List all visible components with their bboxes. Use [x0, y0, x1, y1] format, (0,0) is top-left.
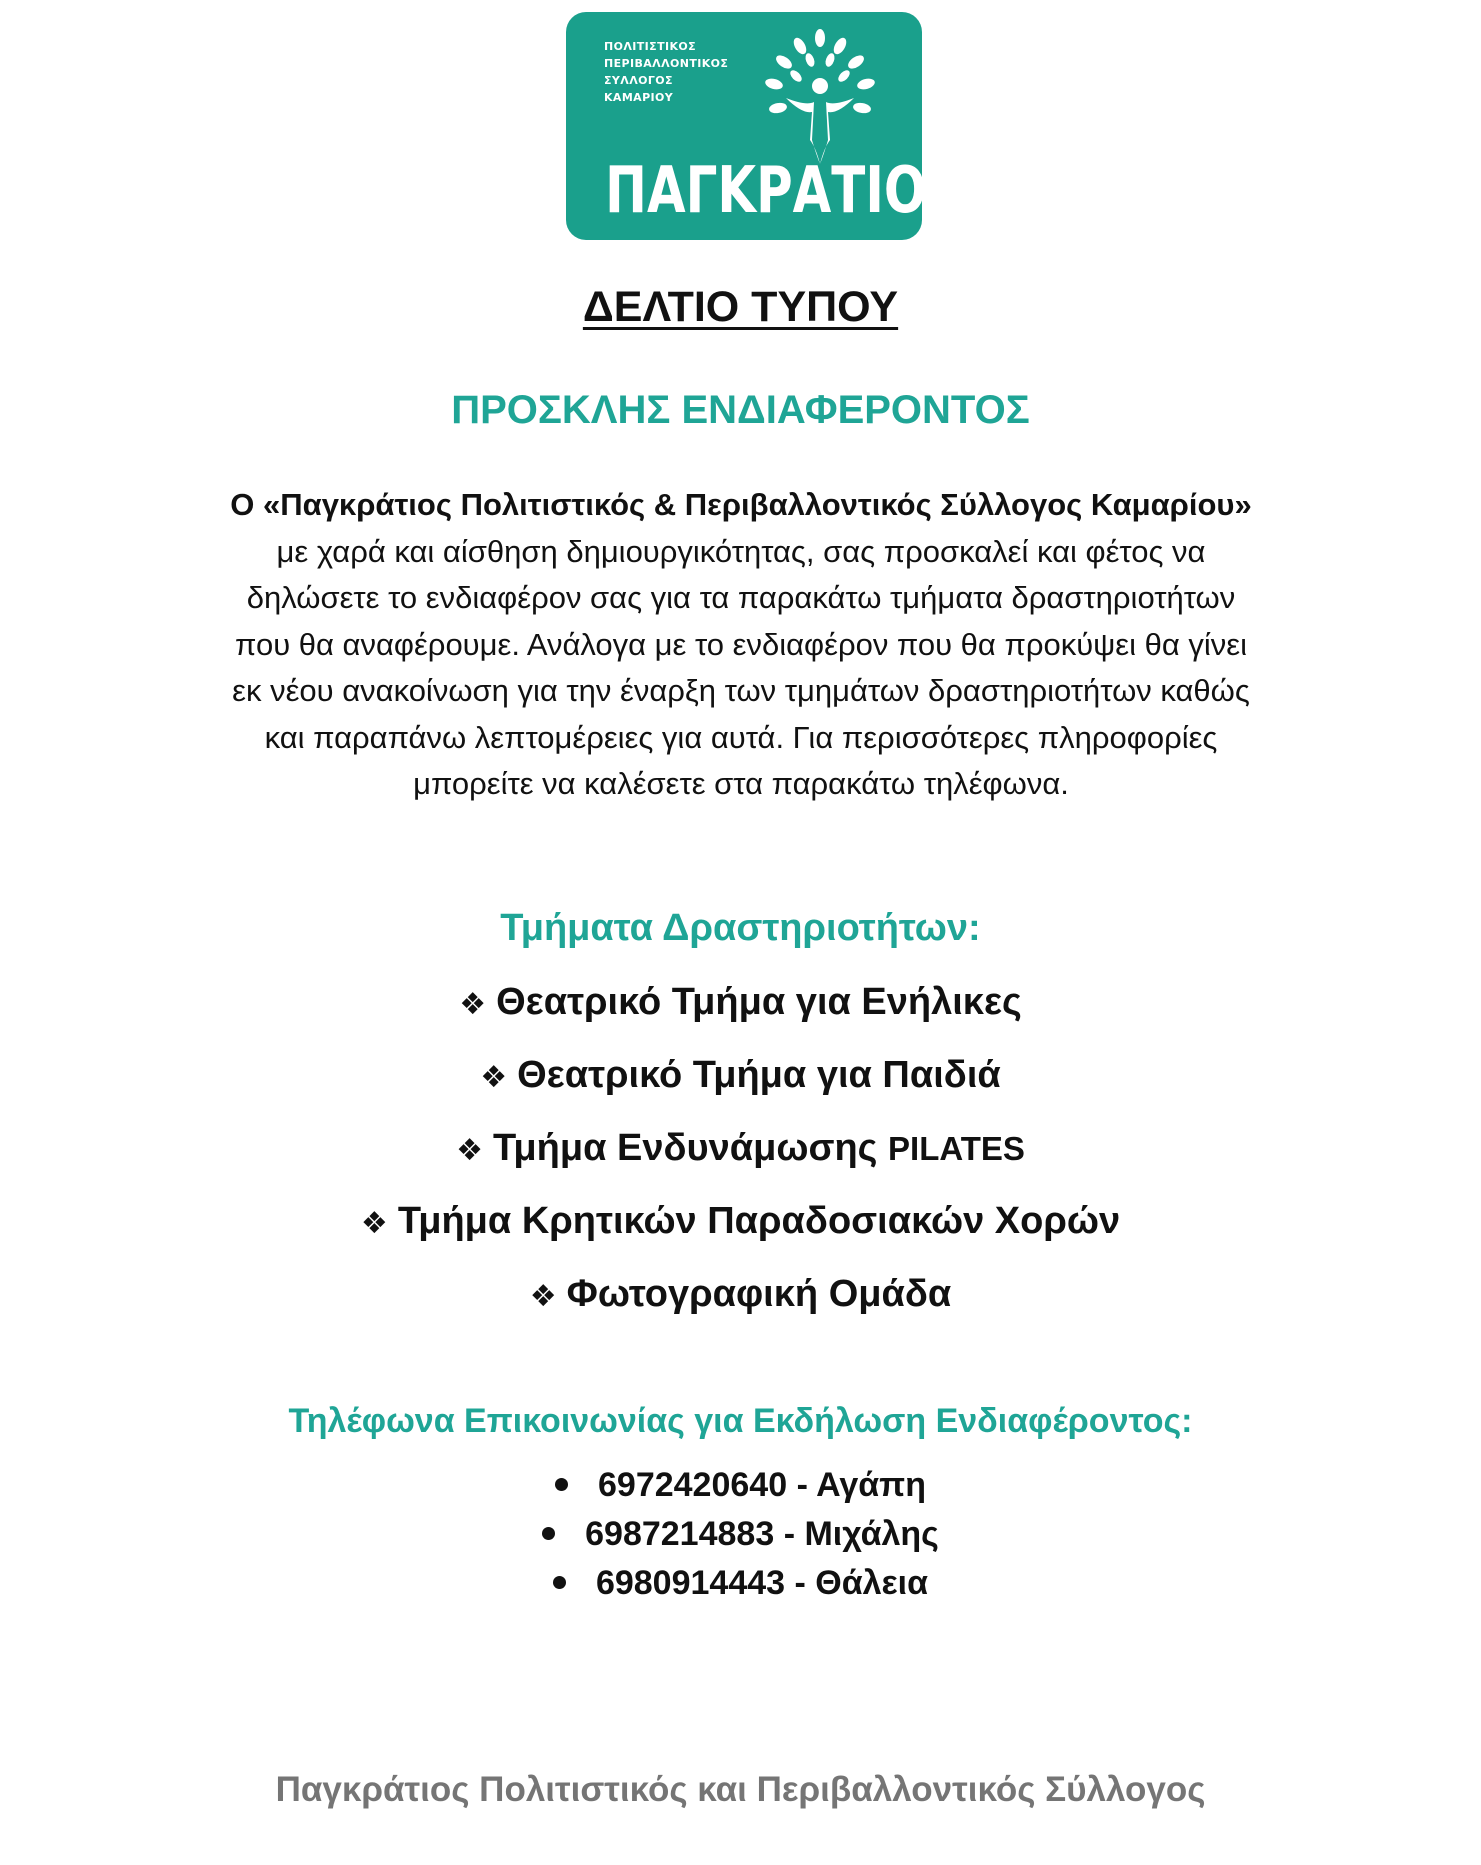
footer-organization: Παγκράτιος Πολιτιστικός και Περιβαλλοντικός Σύλλογος [275, 1770, 1206, 1809]
contact-item [0, 1462, 1481, 1511]
activity-item [0, 1264, 1481, 1337]
logo-subtitle [604, 38, 728, 106]
activity-label: Θεατρικό Τμήμα για Ενήλικες [496, 981, 1022, 1023]
activity-item [0, 1045, 1481, 1118]
activity-item [0, 972, 1481, 1045]
activity-label: Τμήμα Ενδυνάμωσης [492, 1127, 878, 1169]
activities-list [0, 972, 1481, 1337]
body-paragraph [226, 482, 1256, 808]
contact-name: Θάλεια [815, 1564, 929, 1602]
bullet-dot-icon [555, 1478, 568, 1491]
diamond-bullet-icon: ❖ [529, 1279, 557, 1314]
contact-phone[interactable]: 6987214883 [585, 1515, 775, 1553]
activity-item [0, 1191, 1481, 1264]
activity-suffix: PILATES [888, 1130, 1025, 1167]
contact-item [0, 1560, 1481, 1609]
contacts-heading: Τηλέφωνα Επικοινωνίας για Εκδήλωση Ενδιαφέροντος: [288, 1402, 1193, 1440]
page-subtitle: ΠΡΟΣΚΛΗΣ ΕΝΔΙΑΦΕΡΟΝΤΟΣ [451, 388, 1030, 432]
body-text: με χαρά και αίσθηση δημιουργικότητας, σας προσκαλεί και φέτος να δηλώσετε το ενδιαφέρον σας για τα παρακάτω τμήματα δραστηριοτήτων που θα αναφέρουμε. Ανάλογα με το ενδιαφέρον που θα προκύψει θα γίνει εκ νέου ανακοίνωση για την έναρξη των τμημάτων δραστηριοτήτων καθώς και παραπάνω λεπτομέρειες για αυτά. Για περισσότερες πληροφορίες μπορείτε να καλέσετε στα παρακάτω τηλέφωνα. [232, 533, 1250, 801]
contacts-list [0, 1462, 1481, 1609]
diamond-bullet-icon: ❖ [360, 1206, 388, 1241]
logo-name: ΠΑΓΚΡΑΤΙΟΣ [605, 154, 961, 228]
contact-item [0, 1511, 1481, 1560]
contact-separator: - [794, 1564, 806, 1602]
logo-subtitle-line: ΚΑΜΑΡΙΟΥ [604, 91, 674, 104]
bullet-dot-icon [553, 1576, 566, 1589]
diamond-bullet-icon: ❖ [456, 1133, 483, 1168]
contact-phone[interactable]: 6980914443 [595, 1564, 786, 1602]
activity-item [0, 1118, 1481, 1191]
activity-label: Τμήμα Κρητικών Παραδοσιακών Χορών [397, 1200, 1121, 1242]
organization-name: Ο «Παγκράτιος Πολιτιστικός & Περιβαλλοντικός Σύλλογος [230, 487, 1083, 522]
contact-name: Μιχάλης [804, 1515, 939, 1553]
diamond-bullet-icon: ❖ [459, 987, 487, 1022]
contact-phone[interactable]: 6972420640 [598, 1466, 788, 1504]
logo-subtitle-line: ΣΥΛΛΟΓΟΣ [604, 74, 673, 87]
organization-name-end: Καμαρίου» [1090, 487, 1252, 522]
diamond-bullet-icon: ❖ [480, 1060, 508, 1095]
activity-label: Θεατρικό Τμήμα για Παιδιά [517, 1054, 1001, 1096]
logo-subtitle-line: ΠΟΛΙΤΙΣΤΙΚΟΣ [604, 40, 697, 53]
organization-logo [566, 12, 961, 240]
bullet-dot-icon [542, 1527, 555, 1540]
contact-name: Αγάπη [816, 1466, 926, 1504]
page-title: ΔΕΛΤΙΟ ΤΥΠΟΥ [582, 283, 899, 331]
activity-label: Φωτογραφική Ομάδα [566, 1273, 952, 1315]
activities-heading: Τμήματα Δραστηριοτήτων: [500, 907, 981, 949]
contact-separator: - [783, 1515, 796, 1553]
logo-subtitle-line: ΠΕΡΙΒΑΛΛΟΝΤΙΚΟΣ [604, 57, 729, 70]
tree-person-icon [756, 28, 886, 168]
contact-separator: - [796, 1466, 808, 1504]
